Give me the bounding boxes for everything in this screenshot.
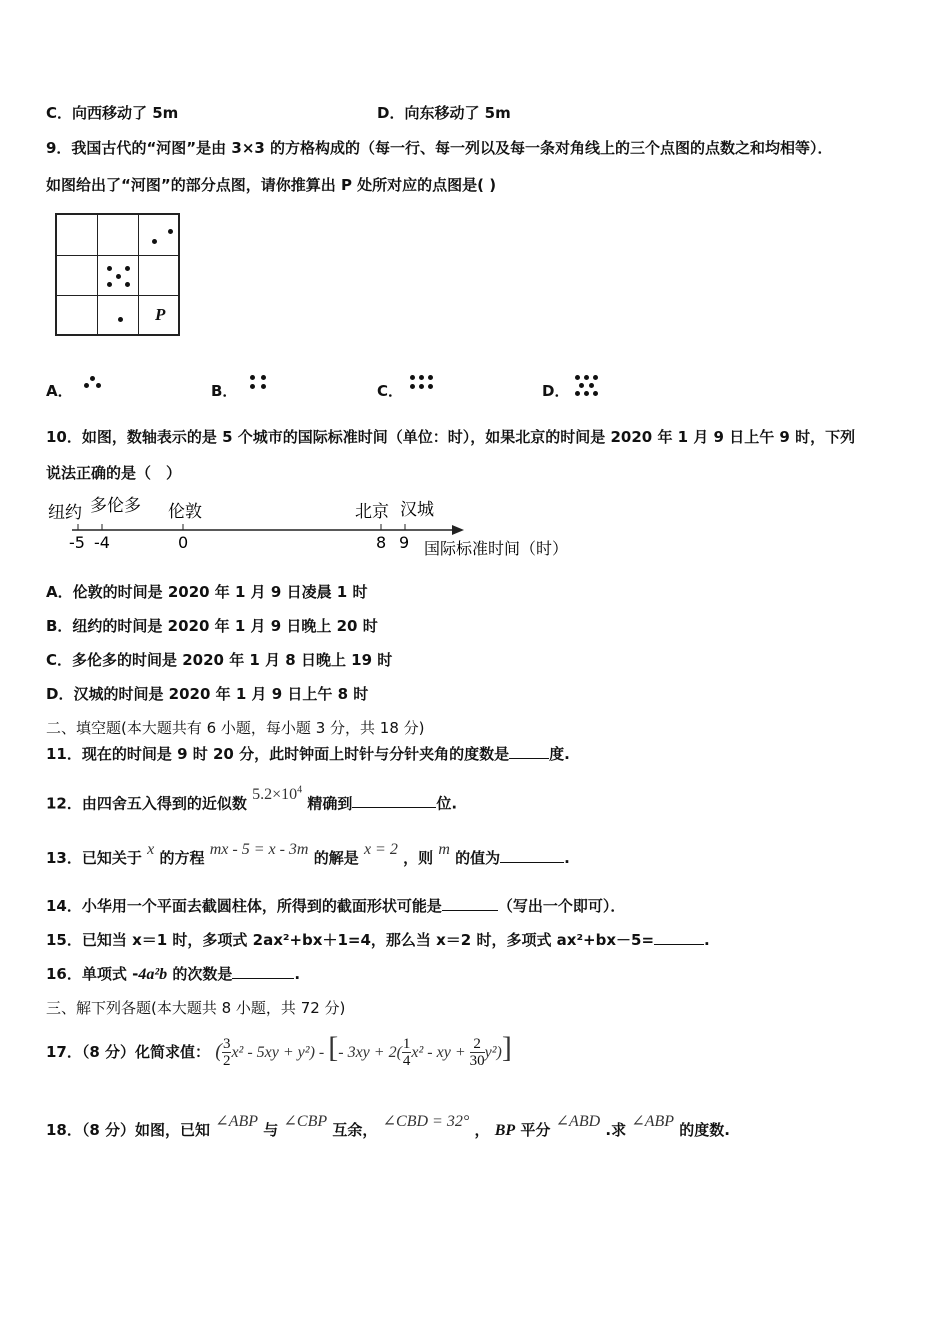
axis-arrow [452, 525, 464, 535]
q14: 14．小华用一个平面去截圆柱体，所得到的截面形状可能是 （写出一个即可）． [46, 897, 626, 915]
axis-title: 国际标准时间（时） [424, 539, 569, 558]
section-3-heading: 三、解下列各题(本大题共 8 小题，共 72 分) [46, 999, 346, 1017]
q10-line1: 10．如图，数轴表示的是 5 个城市的国际标准时间（单位：时），如果北京的时间是 2020 年 1 月 9 日上午 9 时，下列 [46, 428, 856, 446]
q10-option-c: C．多伦多的时间是 2020 年 1 月 8 日晚上 19 时 [46, 651, 393, 669]
q9-line1: 9．我国古代的“河图”是由 3×3 的方格构成的（每一行、每一列以及每一条对角线上的三个点图的点数之和均相等）． [46, 139, 833, 157]
q12: 12．由四舍五入得到的近似数 $5.2\times 10^4$ 精确到 位. [46, 785, 458, 813]
city-label: 纽约 [48, 503, 82, 523]
q10-option-d: D．汉城的时间是 2020 年 1 月 9 日上午 8 时 [46, 685, 369, 703]
q15: 15．已知当 x＝1 时，多项式 2ax²+bx＋1=4，那么当 x＝2 时，多项式 ax²+bx－5= . [46, 931, 710, 949]
grid-dot [168, 229, 173, 234]
grid-dot [125, 266, 130, 271]
q9-option-b: B． [211, 382, 238, 400]
q9-option-a: A． [46, 382, 73, 400]
fraction: $\frac{2}{30}$ [469, 1036, 485, 1069]
q9-option-c-dots [410, 375, 440, 389]
number-axis [40, 492, 600, 564]
grid-dot [152, 239, 157, 244]
q9-line2: 如图给出了“河图”的部分点图，请你推算出 P 处所对应的点图是( ) [46, 176, 497, 194]
q13: 13．已知关于 x 的方程 mx - 5 = x - 3m 的解是 x = 2 ，则 m 的值为 . [46, 841, 570, 867]
section-2-heading: 二、填空题(本大题共有 6 小题，每小题 3 分，共 18 分) [46, 719, 425, 737]
q9-option-a-dots [84, 376, 104, 390]
q9-option-d: D． [542, 382, 570, 400]
city-label: 北京 [355, 502, 389, 522]
tick-label: -4 [94, 533, 110, 552]
q8-option-d: D．向东移动了 5m [377, 104, 511, 122]
grid-dot [107, 266, 112, 271]
grid-dot [107, 282, 112, 287]
city-label: 伦敦 [168, 502, 202, 522]
tick-label: 9 [399, 533, 410, 552]
q12-number: $5.2\times 10^4$ [252, 785, 303, 804]
tick-label: 0 [178, 533, 189, 552]
q16: 16．单项式 -4a²b 的次数是 . [46, 965, 301, 983]
q11: 11．现在的时间是 9 时 20 分，此时钟面上时针与分针夹角的度数是 度. [46, 745, 570, 763]
q9-option-d-dots [575, 375, 605, 399]
city-label: 多伦多 [90, 496, 141, 516]
q17: 17．（8 分）化简求值： ( $\frac{3}{2}$ x² - 5xy + y²) - [- 3xy + 2( $\frac{1}{4}$ x² - xy + $\frac{2}{30}$ y²)] [46, 1031, 512, 1069]
tick-label: -5 [69, 533, 85, 552]
fraction: $\frac{3}{2}$ [222, 1036, 231, 1069]
grid-p-label: P [155, 305, 166, 324]
q9-option-b-dots [250, 375, 270, 389]
q18: 18．（8 分）如图，已知 ∠ABP 与 ∠CBP 互余， ∠CBD = 32° ， BP 平分 ∠ABD .求 ∠ABP 的度数. [46, 1113, 730, 1139]
grid-dot [125, 282, 130, 287]
q9-option-c: C． [377, 382, 404, 400]
q10-line2: 说法正确的是（ ） [46, 464, 182, 482]
fraction: $\frac{1}{4}$ [402, 1036, 411, 1069]
grid-dot [118, 317, 123, 322]
city-label: 汉城 [400, 500, 434, 520]
q8-option-c: C．向西移动了 5m [46, 104, 179, 122]
grid-dot [116, 274, 121, 279]
q10-option-b: B．纽约的时间是 2020 年 1 月 9 日晚上 20 时 [46, 617, 378, 635]
q10-option-a: A．伦敦的时间是 2020 年 1 月 9 日凌晨 1 时 [46, 583, 368, 601]
hetu-grid [55, 213, 180, 336]
tick-label: 8 [376, 533, 387, 552]
